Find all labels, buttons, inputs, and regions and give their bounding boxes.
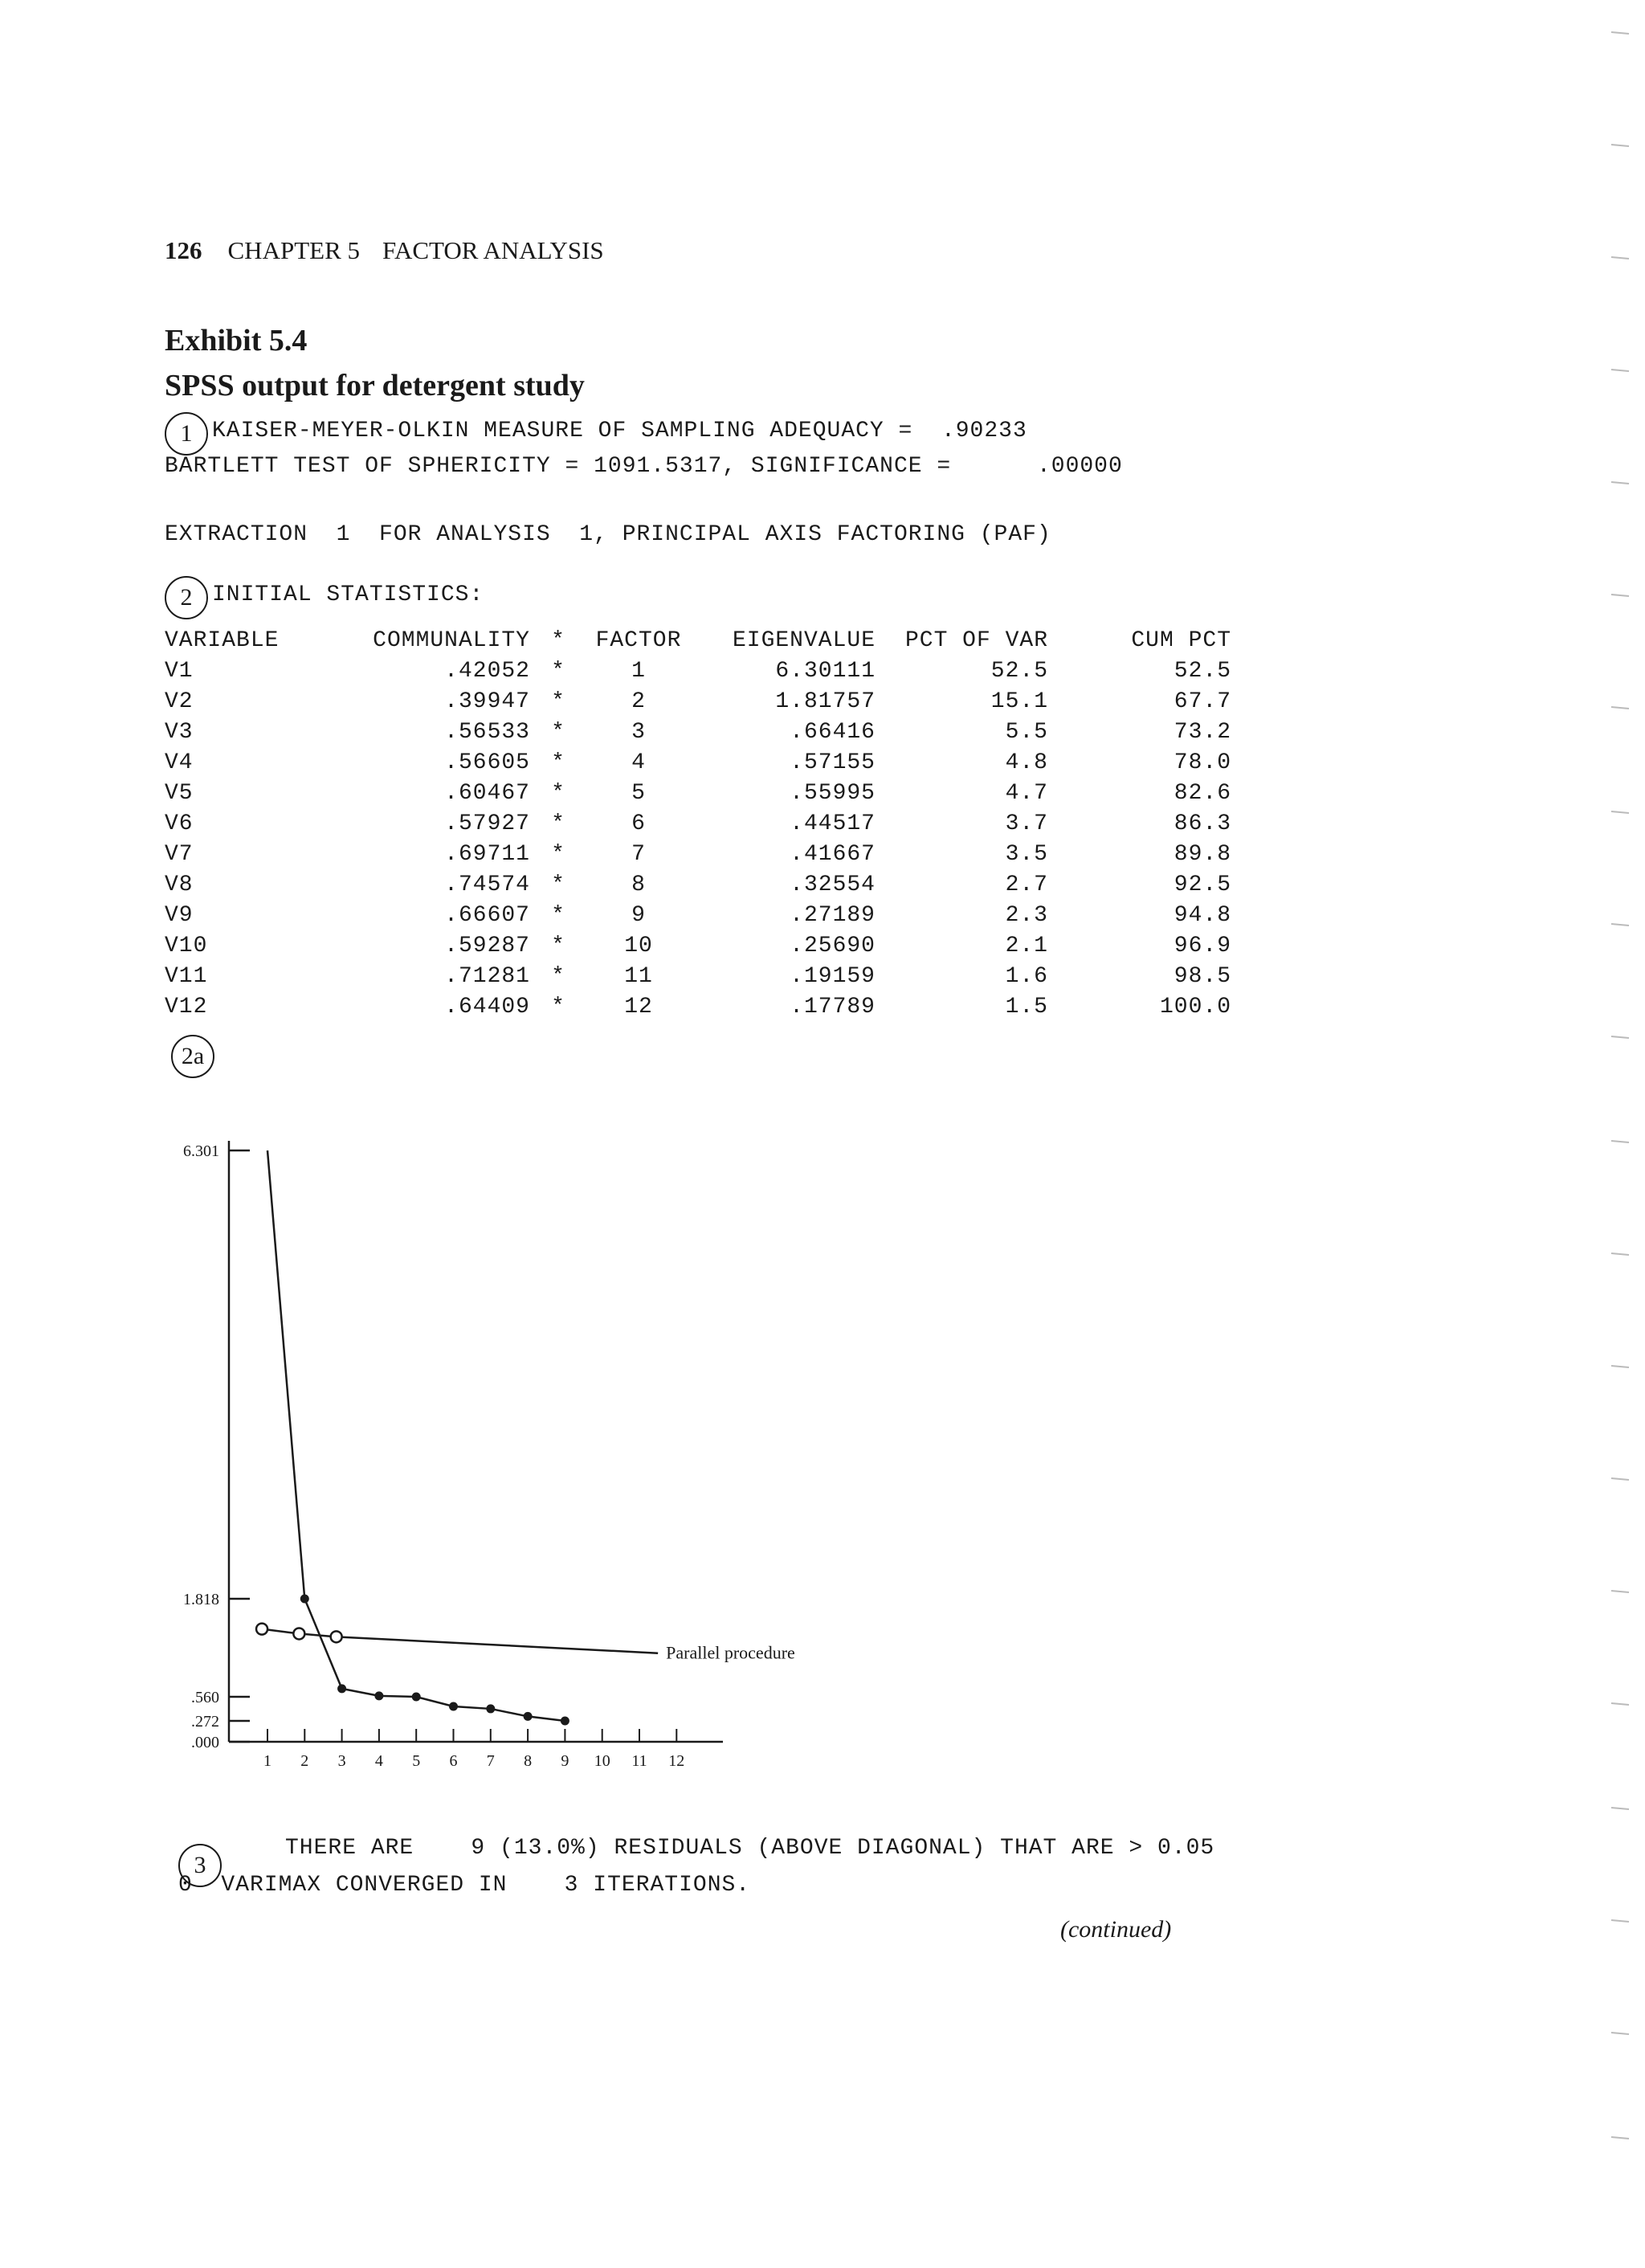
cell-factor: 12 bbox=[624, 994, 653, 1020]
x-tick-label: 11 bbox=[631, 1752, 647, 1770]
table-row bbox=[165, 869, 1231, 900]
cell-separator: * bbox=[551, 841, 565, 867]
table-row bbox=[165, 930, 1231, 961]
table-row bbox=[165, 656, 1231, 686]
table-row bbox=[165, 808, 1231, 839]
eigenvalue-point bbox=[337, 1684, 346, 1693]
eigenvalue-point bbox=[300, 1595, 309, 1604]
cell-factor: 9 bbox=[631, 902, 646, 928]
cell-communality: .69711 bbox=[444, 841, 530, 867]
cell-cum-pct: 100.0 bbox=[1159, 994, 1231, 1020]
eigenvalue-point bbox=[486, 1704, 495, 1713]
cell-communality: .60467 bbox=[444, 780, 530, 806]
section-label: FACTOR ANALYSIS bbox=[382, 236, 604, 264]
cell-pct-of-var: 5.5 bbox=[1005, 719, 1048, 745]
cell-separator: * bbox=[551, 902, 565, 928]
table-header-row bbox=[165, 625, 1231, 656]
cell-separator: * bbox=[551, 963, 565, 989]
initial-statistics-table bbox=[165, 625, 1231, 1022]
cell-factor: 7 bbox=[631, 841, 646, 867]
cell-cum-pct: 89.8 bbox=[1174, 841, 1231, 867]
x-tick-label: 2 bbox=[300, 1752, 309, 1770]
scree-plot bbox=[153, 1109, 795, 1816]
eigenvalue-point bbox=[374, 1691, 383, 1700]
cell-pct-of-var: 2.3 bbox=[1005, 902, 1048, 928]
y-tick-label: 6.301 bbox=[183, 1142, 219, 1160]
cell-separator: * bbox=[551, 811, 565, 836]
x-tick-label: 8 bbox=[524, 1752, 533, 1770]
exhibit-label: Exhibit 5.4 bbox=[165, 324, 308, 358]
cell-variable: V8 bbox=[165, 872, 194, 897]
cell-communality: .56533 bbox=[444, 719, 530, 745]
cell-eigenvalue: .44517 bbox=[790, 811, 876, 836]
page-edge-marks bbox=[1597, 0, 1645, 2268]
y-tick-label: .000 bbox=[191, 1734, 219, 1751]
y-tick-label: .560 bbox=[191, 1689, 219, 1706]
table-row bbox=[165, 717, 1231, 747]
cell-cum-pct: 78.0 bbox=[1174, 750, 1231, 775]
x-tick-label: 6 bbox=[449, 1752, 458, 1770]
cell-variable: V3 bbox=[165, 719, 194, 745]
page-number: 126 bbox=[165, 236, 202, 264]
y-tick-label: .272 bbox=[191, 1713, 219, 1731]
marker-1: 1 bbox=[165, 412, 208, 456]
cell-communality: .57927 bbox=[444, 811, 530, 836]
cell-cum-pct: 98.5 bbox=[1174, 963, 1231, 989]
cell-pct-of-var: 2.7 bbox=[1005, 872, 1048, 897]
x-tick-label: 3 bbox=[337, 1752, 346, 1770]
cell-variable: V4 bbox=[165, 750, 194, 775]
initial-stats-label: INITIAL STATISTICS: bbox=[212, 582, 484, 607]
cell-cum-pct: 82.6 bbox=[1174, 780, 1231, 806]
table-row bbox=[165, 900, 1231, 930]
x-tick-label: 10 bbox=[594, 1752, 610, 1770]
cell-communality: .59287 bbox=[444, 933, 530, 958]
cell-separator: * bbox=[551, 933, 565, 958]
cell-variable: V1 bbox=[165, 658, 194, 684]
cell-variable: V10 bbox=[165, 933, 208, 958]
cell-eigenvalue: .17789 bbox=[790, 994, 876, 1020]
residuals-line: THERE ARE 9 (13.0%) RESIDUALS (ABOVE DIAGONAL) THAT ARE > 0.05 bbox=[285, 1836, 1215, 1861]
bartlett-line: BARTLETT TEST OF SPHERICITY = 1091.5317, SIGNIFICANCE = .00000 bbox=[165, 454, 1123, 479]
cell-eigenvalue: .32554 bbox=[790, 872, 876, 897]
cell-cum-pct: 96.9 bbox=[1174, 933, 1231, 958]
y-tick-label: 1.818 bbox=[183, 1591, 219, 1608]
x-tick-label: 5 bbox=[412, 1752, 421, 1770]
cell-separator: * bbox=[551, 994, 565, 1020]
cell-pct-of-var: 52.5 bbox=[990, 658, 1048, 684]
col-header-factor: FACTOR bbox=[595, 627, 682, 653]
cell-cum-pct: 73.2 bbox=[1174, 719, 1231, 745]
cell-cum-pct: 67.7 bbox=[1174, 689, 1231, 714]
cell-variable: V2 bbox=[165, 689, 194, 714]
page-header bbox=[165, 236, 604, 265]
continued-note: (continued) bbox=[1060, 1916, 1172, 1943]
cell-factor: 1 bbox=[631, 658, 646, 684]
cell-pct-of-var: 1.5 bbox=[1005, 994, 1048, 1020]
cell-cum-pct: 86.3 bbox=[1174, 811, 1231, 836]
table-row bbox=[165, 961, 1231, 991]
cell-communality: .71281 bbox=[444, 963, 530, 989]
cell-factor: 5 bbox=[631, 780, 646, 806]
marker-2a: 2a bbox=[171, 1035, 214, 1078]
cell-factor: 2 bbox=[631, 689, 646, 714]
col-header-pct-of-var: PCT OF VAR bbox=[904, 627, 1048, 653]
parallel-procedure-point bbox=[256, 1624, 267, 1635]
exhibit-title: SPSS output for detergent study bbox=[165, 369, 585, 403]
cell-pct-of-var: 4.8 bbox=[1005, 750, 1048, 775]
cell-separator: * bbox=[551, 719, 565, 745]
marker-3: 3 bbox=[178, 1844, 222, 1887]
marker-2: 2 bbox=[165, 576, 208, 619]
cell-eigenvalue: .57155 bbox=[790, 750, 876, 775]
cell-cum-pct: 52.5 bbox=[1174, 658, 1231, 684]
cell-variable: V7 bbox=[165, 841, 194, 867]
cell-factor: 4 bbox=[631, 750, 646, 775]
cell-variable: V12 bbox=[165, 994, 208, 1020]
eigenvalue-point bbox=[449, 1702, 458, 1710]
series-eigenvalues bbox=[267, 1150, 569, 1726]
cell-pct-of-var: 1.6 bbox=[1005, 963, 1048, 989]
varimax-line: 0 VARIMAX CONVERGED IN 3 ITERATIONS. bbox=[178, 1873, 751, 1898]
x-tick-label: 7 bbox=[486, 1752, 495, 1770]
table-row bbox=[165, 686, 1231, 717]
cell-eigenvalue: .27189 bbox=[790, 902, 876, 928]
cell-communality: .39947 bbox=[444, 689, 530, 714]
col-header-variable: VARIABLE bbox=[165, 627, 280, 653]
cell-factor: 11 bbox=[624, 963, 653, 989]
parallel-procedure-label: Parallel procedure bbox=[666, 1642, 795, 1663]
col-header-separator: * bbox=[551, 627, 565, 653]
cell-pct-of-var: 15.1 bbox=[990, 689, 1048, 714]
cell-separator: * bbox=[551, 872, 565, 897]
cell-cum-pct: 92.5 bbox=[1174, 872, 1231, 897]
eigenvalue-point bbox=[524, 1712, 533, 1721]
cell-factor: 10 bbox=[624, 933, 653, 958]
table-row bbox=[165, 747, 1231, 778]
cell-pct-of-var: 4.7 bbox=[1005, 780, 1048, 806]
cell-variable: V6 bbox=[165, 811, 194, 836]
cell-variable: V9 bbox=[165, 902, 194, 928]
cell-factor: 8 bbox=[631, 872, 646, 897]
cell-communality: .74574 bbox=[444, 872, 530, 897]
cell-separator: * bbox=[551, 689, 565, 714]
cell-variable: V11 bbox=[165, 963, 208, 989]
parallel-procedure-point bbox=[331, 1631, 342, 1642]
cell-factor: 6 bbox=[631, 811, 646, 836]
x-axis-ticks bbox=[263, 1729, 684, 1770]
cell-separator: * bbox=[551, 658, 565, 684]
cell-cum-pct: 94.8 bbox=[1174, 902, 1231, 928]
extraction-line: EXTRACTION 1 FOR ANALYSIS 1, PRINCIPAL AXIS FACTORING (PAF) bbox=[165, 522, 1051, 547]
cell-eigenvalue: 1.81757 bbox=[775, 689, 876, 714]
cell-eigenvalue: .41667 bbox=[790, 841, 876, 867]
chart-axes bbox=[229, 1141, 723, 1742]
table-row bbox=[165, 991, 1231, 1022]
cell-separator: * bbox=[551, 750, 565, 775]
chart-annotation bbox=[666, 1643, 795, 1663]
chapter-label: CHAPTER 5 bbox=[227, 236, 360, 264]
cell-separator: * bbox=[551, 780, 565, 806]
cell-communality: .64409 bbox=[444, 994, 530, 1020]
cell-factor: 3 bbox=[631, 719, 646, 745]
col-header-cum-pct: CUM PCT bbox=[1131, 627, 1231, 653]
cell-pct-of-var: 3.7 bbox=[1005, 811, 1048, 836]
x-tick-label: 9 bbox=[561, 1752, 569, 1770]
cell-variable: V5 bbox=[165, 780, 194, 806]
cell-eigenvalue: .66416 bbox=[790, 719, 876, 745]
x-tick-label: 1 bbox=[263, 1752, 271, 1770]
table-row bbox=[165, 778, 1231, 808]
cell-pct-of-var: 3.5 bbox=[1005, 841, 1048, 867]
col-header-communality: COMMUNALITY bbox=[373, 627, 530, 653]
eigenvalue-point bbox=[412, 1693, 421, 1702]
x-tick-label: 12 bbox=[668, 1752, 685, 1770]
y-axis-ticks bbox=[183, 1142, 250, 1751]
cell-eigenvalue: .25690 bbox=[790, 933, 876, 958]
parallel-procedure-point bbox=[293, 1628, 304, 1639]
cell-communality: .42052 bbox=[444, 658, 530, 684]
col-header-eigenvalue: EIGENVALUE bbox=[732, 627, 876, 653]
table-row bbox=[165, 839, 1231, 869]
kmo-line: KAISER-MEYER-OLKIN MEASURE OF SAMPLING ADEQUACY = .90233 bbox=[212, 419, 1027, 443]
cell-eigenvalue: 6.30111 bbox=[775, 658, 876, 684]
cell-eigenvalue: .55995 bbox=[790, 780, 876, 806]
cell-communality: .56605 bbox=[444, 750, 530, 775]
cell-pct-of-var: 2.1 bbox=[1005, 933, 1048, 958]
cell-eigenvalue: .19159 bbox=[790, 963, 876, 989]
cell-communality: .66607 bbox=[444, 902, 530, 928]
eigenvalue-point bbox=[561, 1717, 569, 1726]
x-tick-label: 4 bbox=[374, 1752, 383, 1770]
